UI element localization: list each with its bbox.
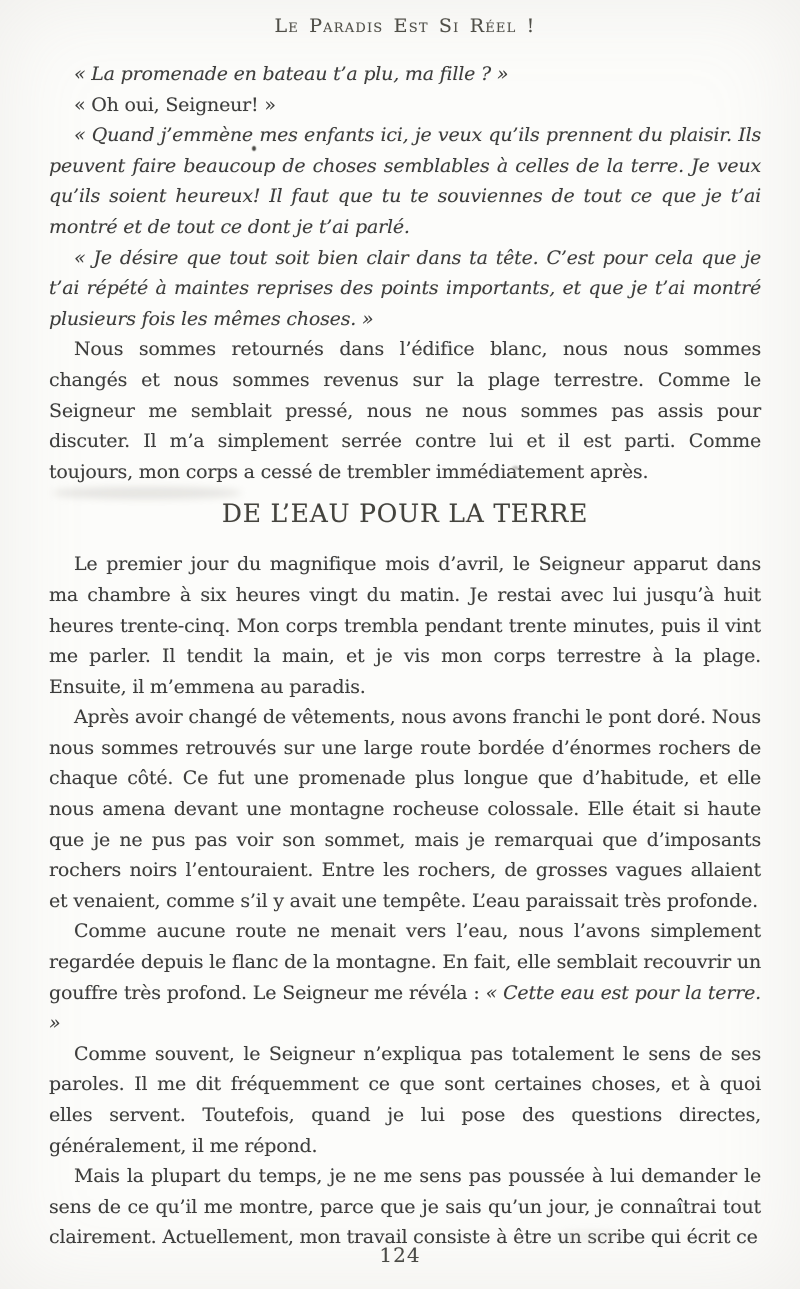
paragraph-golden-bridge: Après avoir changé de vêtements, nous avons franchi le pont doré. Nous nous sommes retrouvés sur une large route bordée d’énormes rochers de chaque côté. Ce fut une promenade plus longue que d’habitude, et elle nous amena devant une montagne rocheuse colossale. Elle était si haute que je ne pus pas voir son sommet, mais je remarquai que d’imposants rochers noirs l’entouraient. Entre les rochers, de grosses vagues allaient et venaient, comme s’il y avait une tempête. L’eau paraissait très profonde.	[49, 706, 761, 912]
paragraph-quote-clear: « Je désire que tout soit bien clair dans ta tête. C’est pour cela que je t’ai répété à maintes reprises des points importants, et que je t’ai montré plusieurs fois les mêmes choses. »	[49, 246, 761, 330]
page-number: 124	[379, 1243, 421, 1267]
inline-quote: « Cette eau est pour la terre. »	[49, 981, 761, 1035]
paragraph-scribe: Mais la plupart du temps, je ne me sens pas poussée à lui demander le sens de ce qu’il me montre, parce que je sais qu’un jour, je connaîtrai tout clairement. Actuellement, mon travail consiste à être un scribe qui écrit ce	[49, 1165, 761, 1249]
section-heading: DE L’EAU POUR LA TERRE	[221, 499, 589, 529]
paragraph-water-reveal	[49, 916, 761, 1038]
paragraph-explanations: Comme souvent, le Seigneur n’expliqua pas totalement le sens de ses paroles. Il me dit fréquemment ce que sont certaines choses, et à quoi elles servent. Toutefois, quand je lui pose des questions directes, généralement, il me répond.	[49, 1042, 761, 1157]
running-header: Le Paradis Est Si Réel !	[274, 15, 536, 37]
paragraph-text: Comme aucune route ne menait vers l’eau, nous l’avons simplement regardée depuis le flanc de la montagne. En fait, elle semblait recouvrir un gouffre très profond. Le Seigneur me révéla :	[49, 920, 761, 1004]
paragraph-dialogue-question: « La promenade en bateau t’a plu, ma fille ? »	[74, 63, 509, 85]
text-block	[49, 0, 761, 1253]
paragraph-return-beach: Nous sommes retournés dans l’édifice blanc, nous nous sommes changés et nous sommes revenus sur la plage terrestre. Comme le Seigneur me semblait pressé, nous ne nous sommes pas assis pour discuter. Il m’a simplement serrée contre lui et il est parti. Comme toujours, mon corps a cessé de trembler immédiatement après.	[49, 338, 761, 483]
paragraph-dialogue-answer: « Oh oui, Seigneur! »	[74, 93, 276, 116]
paragraph-quote-children: « Quand j’emmène mes enfants ici, je veux qu’ils prennent du plaisir. Ils peuvent faire beaucoup de choses semblables à celles de la terre. Je veux qu’ils soient heureux! Il faut que tu te souviennes de tout ce que je t’ai montré et de tout ce dont je t’ai parlé.	[49, 124, 761, 238]
paragraph-april-morning: Le premier jour du magnifique mois d’avril, le Seigneur apparut dans ma chambre à six heures vingt du matin. Je restai avec lui jusqu’à huit heures trente-cinq. Mon corps trembla pendant trente minutes, puis il vint me parler. Il tendit la main, et je vis mon corps terrestre à la plage. Ensuite, il m’emmena au paradis.	[49, 553, 761, 698]
